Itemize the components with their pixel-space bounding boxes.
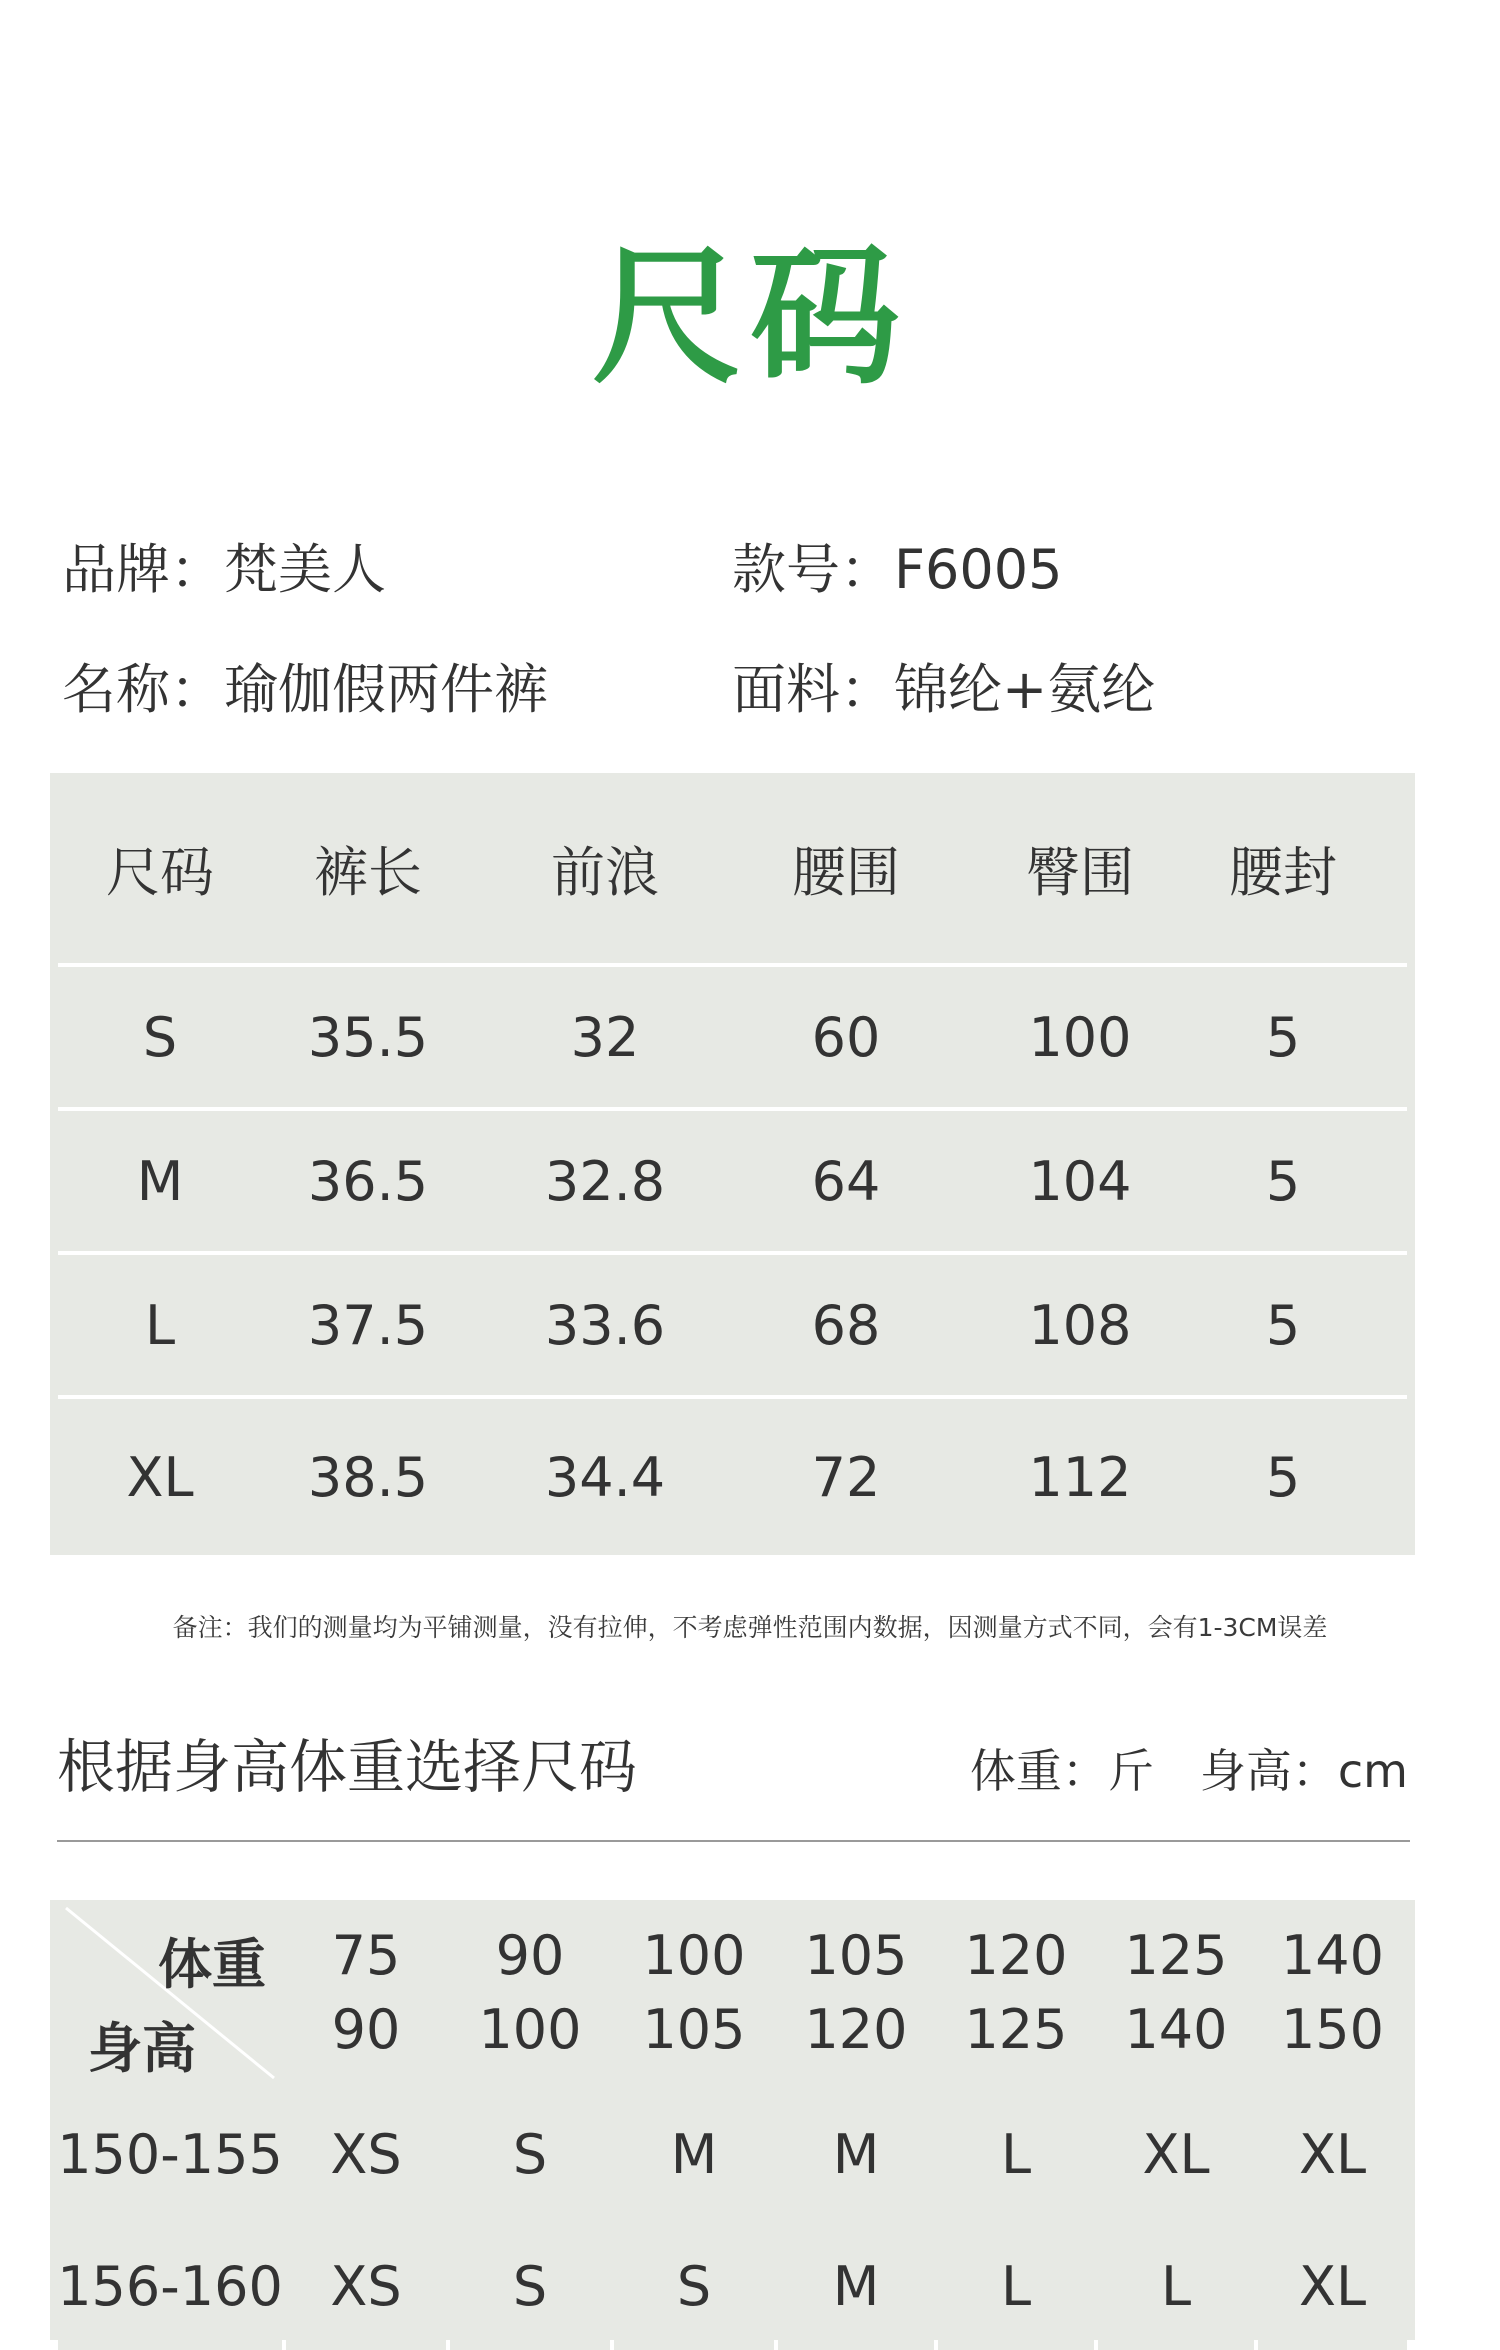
size-cell: S <box>450 2222 610 2350</box>
size-cell: XL <box>1258 2090 1407 2218</box>
table-row <box>58 967 1407 1111</box>
table-cell: 108 <box>1028 1293 1132 1357</box>
weight-min: 105 <box>804 1924 908 1987</box>
brand-label: 品牌： <box>62 538 224 601</box>
fabric-label: 面料： <box>732 658 894 721</box>
size-cell: XS <box>286 2222 446 2350</box>
table-cell: XL <box>126 1445 194 1509</box>
weight-range-cell <box>450 1900 610 2086</box>
table-cell: 33.6 <box>544 1293 666 1357</box>
table-row <box>58 1399 1407 1555</box>
header-cell: 裤长 <box>314 840 422 904</box>
model-info <box>732 535 1063 605</box>
weight-range-cell <box>286 1900 446 2086</box>
measurement-note: 备注：我们的测量均为平铺测量，没有拉伸，不考虑弹性范围内数据，因测量方式不同，会有1-3CM误差 <box>172 1613 1328 1642</box>
table-cell: 60 <box>811 1005 881 1069</box>
header-cell: 前浪 <box>551 840 659 904</box>
name-value: 瑜伽假两件裤 <box>224 658 548 721</box>
size-cell: XL <box>1258 2222 1407 2350</box>
size-table <box>50 773 1415 1555</box>
table-row <box>58 1255 1407 1399</box>
weight-max: 150 <box>1280 1998 1385 2061</box>
weight-min: 100 <box>642 1924 746 1987</box>
name-info <box>62 655 548 725</box>
brand-info <box>62 535 386 605</box>
fabric-value: 锦纶+氨纶 <box>894 658 1156 721</box>
header-cell: 臀围 <box>1026 840 1134 904</box>
size-cell: M <box>778 2222 934 2350</box>
brand-value: 梵美人 <box>224 538 386 601</box>
size-cell: S <box>614 2222 774 2350</box>
weight-range-cell <box>614 1900 774 2086</box>
table-cell: 35.5 <box>307 1005 429 1069</box>
weight-range-cell <box>938 1900 1094 2086</box>
size-cell: L <box>1098 2222 1254 2350</box>
weight-range-cell <box>778 1900 934 2086</box>
weight-min: 90 <box>495 1924 565 1987</box>
weight-min: 120 <box>964 1924 1068 1987</box>
corner-cell <box>58 1900 282 2086</box>
name-label: 名称： <box>62 658 224 721</box>
table-cell: 37.5 <box>307 1293 429 1357</box>
table-cell: 32 <box>570 1005 640 1069</box>
units-legend: 体重：斤 身高：cm <box>969 1744 1408 1798</box>
size-recommendation-grid <box>50 1900 1415 2340</box>
size-cell: XS <box>286 2090 446 2218</box>
header-cell: 腰封 <box>1229 840 1337 904</box>
table-cell: 38.5 <box>307 1445 429 1509</box>
table-cell: 5 <box>1265 1445 1301 1509</box>
weight-range-cell <box>1098 1900 1254 2086</box>
header-cell: 尺码 <box>106 840 214 904</box>
table-cell: 104 <box>1028 1149 1132 1213</box>
weight-max: 120 <box>804 1998 908 2061</box>
table-row <box>58 1111 1407 1255</box>
height-range-cell: 150-155 <box>58 2090 282 2218</box>
weight-max: 90 <box>331 1998 401 2061</box>
weight-min: 75 <box>331 1924 401 1987</box>
table-cell: 64 <box>811 1149 881 1213</box>
section-divider <box>57 1840 1410 1842</box>
height-range-cell: 156-160 <box>58 2222 282 2350</box>
table-cell: M <box>136 1149 184 1213</box>
corner-height-label: 身高 <box>88 2017 196 2080</box>
table-cell: 72 <box>811 1445 881 1509</box>
size-cell: L <box>938 2222 1094 2350</box>
table-cell: 5 <box>1265 1293 1301 1357</box>
size-cell: XL <box>1098 2090 1254 2218</box>
size-cell: S <box>450 2090 610 2218</box>
table-cell: 32.8 <box>544 1149 666 1213</box>
size-cell: L <box>938 2090 1094 2218</box>
weight-max: 105 <box>642 1998 746 2061</box>
table-cell: 68 <box>811 1293 881 1357</box>
table-cell: S <box>142 1005 178 1069</box>
table-cell: 5 <box>1265 1149 1301 1213</box>
table-cell: 100 <box>1028 1005 1132 1069</box>
model-label: 款号： <box>732 538 894 601</box>
fabric-info <box>732 655 1155 725</box>
table-cell: 112 <box>1028 1445 1132 1509</box>
weight-min: 125 <box>1124 1924 1228 1987</box>
corner-weight-label: 体重 <box>158 1933 266 1996</box>
weight-range-cell <box>1258 1900 1407 2086</box>
weight-max: 140 <box>1124 1998 1228 2061</box>
size-cell: M <box>614 2090 774 2218</box>
weight-max: 125 <box>964 1998 1068 2061</box>
weight-max: 100 <box>478 1998 582 2061</box>
model-value: F6005 <box>894 538 1063 601</box>
recommend-heading: 根据身高体重选择尺码 <box>57 1733 638 1801</box>
table-cell: L <box>144 1293 176 1357</box>
table-cell: 5 <box>1265 1005 1301 1069</box>
size-cell: M <box>778 2090 934 2218</box>
page-title: 尺码 <box>591 231 908 405</box>
table-cell: 36.5 <box>307 1149 429 1213</box>
size-table-header <box>58 773 1407 967</box>
header-cell: 腰围 <box>792 840 900 904</box>
weight-min: 140 <box>1280 1924 1385 1987</box>
table-cell: 34.4 <box>544 1445 666 1509</box>
